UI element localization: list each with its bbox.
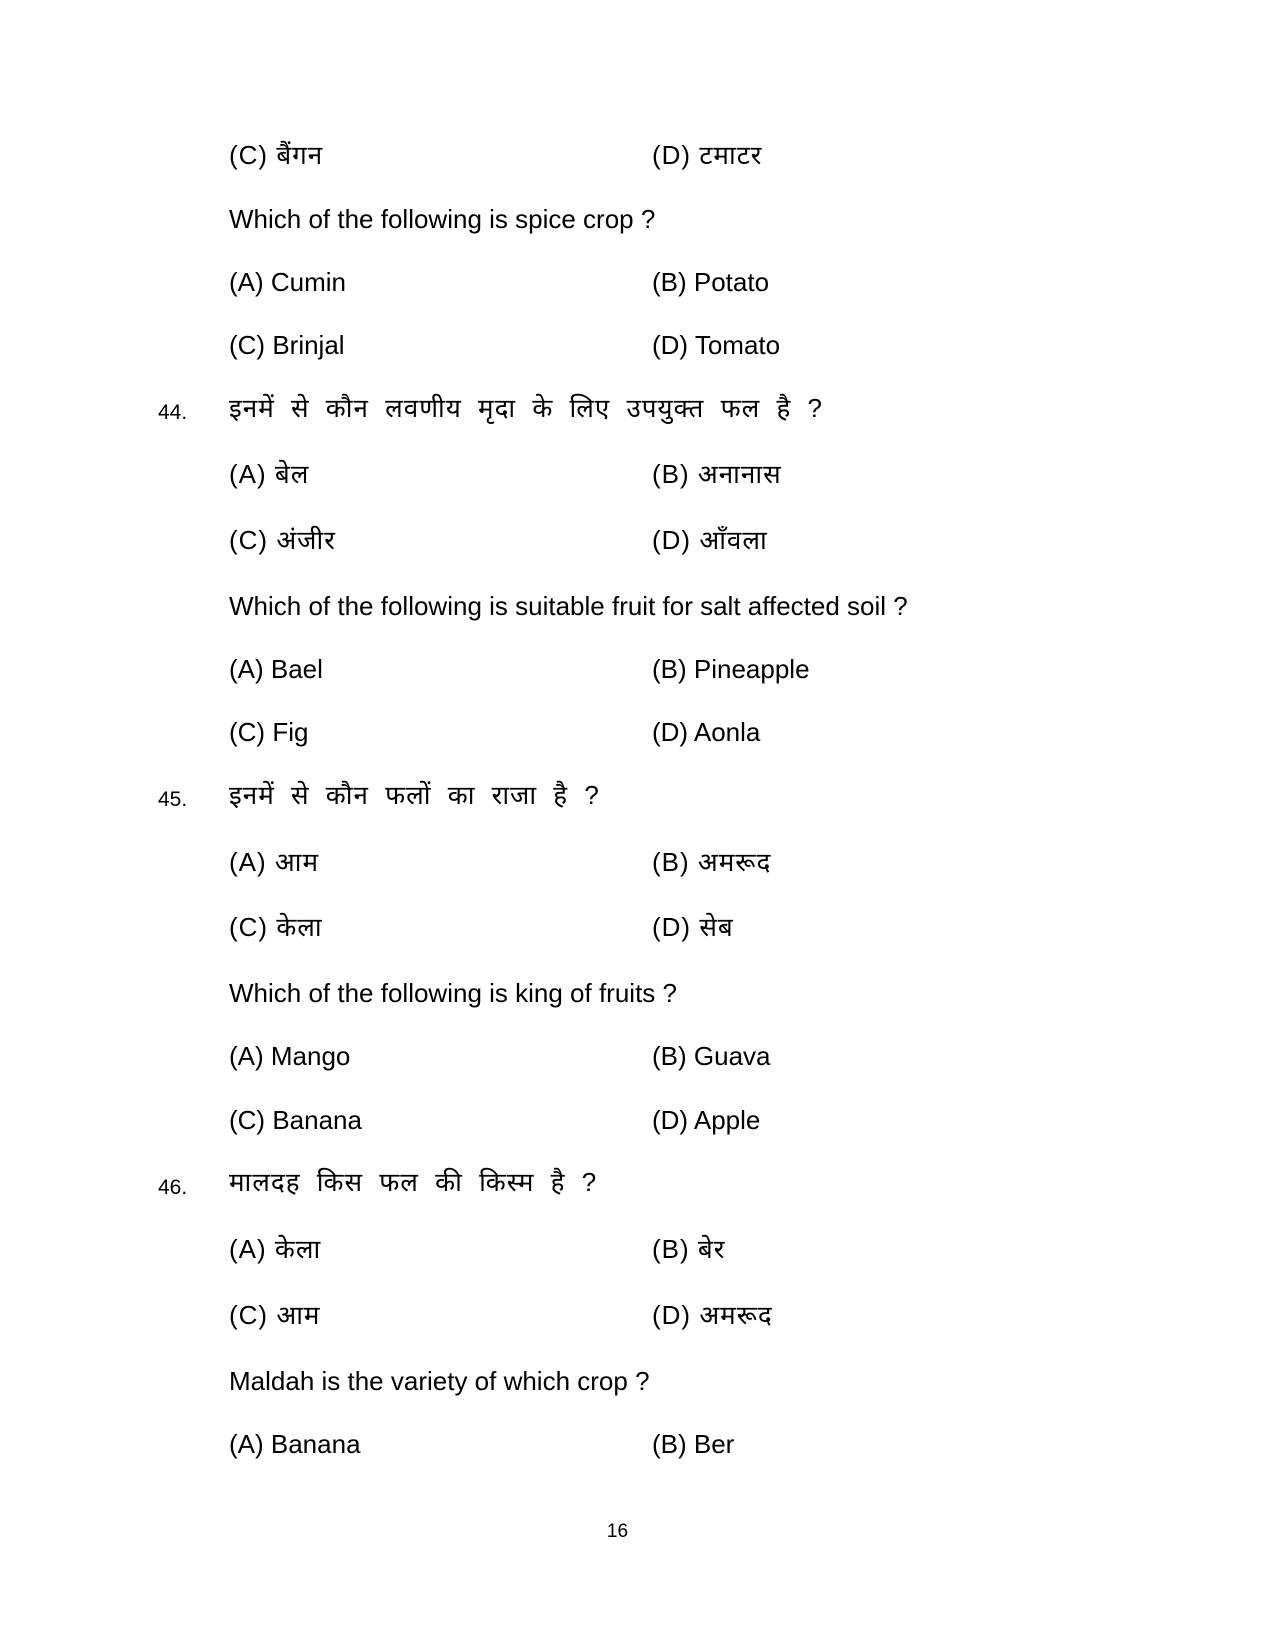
q45-en-option-d: (D) Apple — [652, 1105, 761, 1135]
q46-en-option-a: (A) Banana — [229, 1429, 361, 1459]
q46-hi-option-c: (C) आम — [229, 1300, 321, 1330]
q46-hi-option-a: (A) केला — [229, 1234, 322, 1264]
q45-hi-option-c: (C) केला — [229, 912, 323, 942]
q46-en-stem: Maldah is the variety of which crop ? — [229, 1366, 650, 1396]
q43-hi-option-c: (C) बैंगन — [229, 140, 324, 170]
q45-en-option-c: (C) Banana — [229, 1105, 362, 1135]
q43-hi-option-d: (D) टमाटर — [652, 140, 763, 170]
q43-en-option-c: (C) Brinjal — [229, 330, 345, 360]
page-number: 16 — [606, 1521, 629, 1542]
q44-en-option-b: (B) Pineapple — [652, 654, 810, 684]
q45-en-stem: Which of the following is king of fruits ? — [229, 978, 677, 1008]
q46-hi-option-b: (B) बेर — [652, 1234, 726, 1264]
q46-hi-stem: मालदह किस फल की किस्म है ? — [229, 1167, 598, 1197]
q44-hi-option-d: (D) आँवला — [652, 525, 768, 555]
q44-hi-option-b: (B) अनानास — [652, 459, 782, 489]
q44-en-option-d: (D) Aonla — [652, 717, 761, 747]
q43-en-option-d: (D) Tomato — [652, 330, 781, 360]
q44-number: 44. — [158, 401, 188, 424]
q46-hi-option-d: (D) अमरूद — [652, 1300, 773, 1330]
q45-en-option-a: (A) Mango — [229, 1041, 351, 1071]
q45-hi-option-d: (D) सेब — [652, 912, 734, 942]
q45-en-option-b: (B) Guava — [652, 1041, 771, 1071]
q44-hi-stem: इनमें से कौन लवणीय मृदा के लिए उपयुक्त फल है ? — [229, 393, 823, 423]
q46-number: 46. — [158, 1176, 188, 1199]
q45-hi-stem: इनमें से कौन फलों का राजा है ? — [229, 780, 600, 810]
q44-en-stem: Which of the following is suitable fruit for salt affected soil ? — [229, 591, 908, 621]
q43-en-option-a: (A) Cumin — [229, 267, 347, 297]
q43-en-option-b: (B) Potato — [652, 267, 770, 297]
q43-en-stem: Which of the following is spice crop ? — [229, 204, 656, 234]
q44-en-option-c: (C) Fig — [229, 717, 309, 747]
q45-hi-option-b: (B) अमरूद — [652, 847, 772, 877]
q44-hi-option-a: (A) बेल — [229, 459, 310, 489]
q45-hi-option-a: (A) आम — [229, 847, 320, 877]
q46-en-option-b: (B) Ber — [652, 1429, 735, 1459]
q44-en-option-a: (A) Bael — [229, 654, 323, 684]
q44-hi-option-c: (C) अंजीर — [229, 525, 336, 555]
q45-number: 45. — [158, 788, 188, 811]
